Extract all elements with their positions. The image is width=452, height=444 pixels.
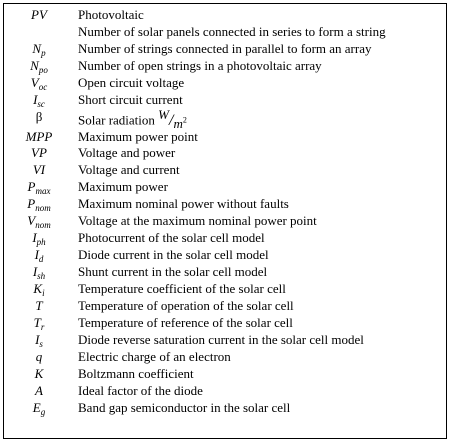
table-row xyxy=(4,382,446,399)
symbol xyxy=(4,161,74,178)
symbol-subscript: p xyxy=(41,48,46,58)
description xyxy=(78,107,187,132)
table-row xyxy=(4,365,446,382)
description xyxy=(78,195,289,212)
symbol-subscript: nom xyxy=(35,220,51,230)
symbol-base: E xyxy=(32,400,41,415)
symbol-base: A xyxy=(35,383,43,398)
table-row xyxy=(4,229,446,246)
symbol-base: T xyxy=(35,298,43,313)
description-text: Band gap semiconductor in the solar cell xyxy=(78,400,291,415)
description xyxy=(78,348,231,365)
table-row xyxy=(4,23,446,40)
symbol-subscript: po xyxy=(38,65,48,75)
symbol-subscript: r xyxy=(40,322,45,332)
table-row xyxy=(4,128,446,145)
description-text: Shunt current in the solar cell model xyxy=(78,264,268,279)
description xyxy=(78,246,269,263)
table-row xyxy=(4,107,446,132)
description xyxy=(78,229,265,246)
symbol xyxy=(4,108,74,125)
table-row xyxy=(4,263,446,280)
description-text: Photocurrent of the solar cell model xyxy=(78,230,265,245)
symbol-base: K xyxy=(33,281,43,296)
description-text: Number of solar panels connected in series to form a string xyxy=(78,24,386,39)
symbol-base: N xyxy=(32,41,42,56)
table-row xyxy=(4,74,446,91)
table-row xyxy=(4,297,446,314)
description xyxy=(78,57,322,74)
description xyxy=(78,382,203,399)
description xyxy=(78,23,386,40)
description-text: Voltage at the maximum nominal power point xyxy=(78,213,317,228)
table-row xyxy=(4,280,446,297)
symbol-subscript: max xyxy=(35,186,51,196)
symbol xyxy=(4,128,74,145)
symbol-base: β xyxy=(35,109,43,124)
symbol xyxy=(4,6,74,23)
description-text: Temperature of operation of the solar cell xyxy=(78,298,294,313)
table-row xyxy=(4,144,446,161)
symbol-base: V xyxy=(27,213,36,228)
description-text: Open circuit voltage xyxy=(78,75,185,90)
unit-slash: / xyxy=(169,112,174,130)
symbol-base: I xyxy=(34,247,39,262)
description-text: Solar radiation xyxy=(78,112,155,128)
table-row xyxy=(4,57,446,74)
symbol-base: I xyxy=(33,92,38,107)
table-row xyxy=(4,314,446,331)
symbol-base: VI xyxy=(32,162,46,177)
description-text: Maximum power point xyxy=(78,129,198,144)
table-row xyxy=(4,161,446,178)
description-text: Temperature coefficient of the solar cell xyxy=(78,281,286,296)
description-text: Voltage and current xyxy=(78,162,180,177)
description-text: Boltzmann coefficient xyxy=(78,366,194,381)
symbol-base: V xyxy=(30,75,39,90)
symbol xyxy=(4,365,74,382)
table-row xyxy=(4,40,446,57)
description xyxy=(78,91,183,108)
nomenclature-rows xyxy=(4,4,446,438)
table-row xyxy=(4,331,446,348)
table-row xyxy=(4,195,446,212)
table-row xyxy=(4,6,446,23)
description xyxy=(78,6,144,23)
description xyxy=(78,297,294,314)
description-text: Ideal factor of the diode xyxy=(78,383,203,398)
description xyxy=(78,178,168,195)
symbol-base: MPP xyxy=(25,129,53,144)
symbol-base: N xyxy=(30,58,39,73)
symbol-base: T xyxy=(33,315,41,330)
symbol-subscript: i xyxy=(42,288,45,298)
description-text: Photovoltaic xyxy=(78,7,144,22)
unit-exponent: 2 xyxy=(182,116,187,125)
description-text: Diode current in the solar cell model xyxy=(78,247,269,262)
symbol-base: I xyxy=(32,264,38,279)
description-text: Short circuit current xyxy=(78,92,183,107)
symbol-subscript: nom xyxy=(35,203,51,213)
symbol-base: P xyxy=(27,179,36,194)
description-text: Maximum power xyxy=(78,179,168,194)
description xyxy=(78,212,317,229)
unit-fraction xyxy=(155,107,187,132)
description xyxy=(78,263,267,280)
table-row xyxy=(4,348,446,365)
symbol xyxy=(4,144,74,161)
description-text: Electric charge of an electron xyxy=(78,349,231,364)
symbol xyxy=(4,382,74,399)
table-row xyxy=(4,91,446,108)
description xyxy=(78,399,290,416)
symbol-base: VP xyxy=(31,145,47,160)
description xyxy=(78,331,364,348)
symbol-subscript: s xyxy=(39,339,43,349)
symbol-base: PV xyxy=(31,7,47,22)
description xyxy=(78,40,371,57)
description xyxy=(78,128,198,145)
symbol-subscript: sc xyxy=(37,99,45,109)
symbol-base: K xyxy=(34,366,44,381)
symbol xyxy=(4,399,74,421)
symbol xyxy=(4,348,74,365)
symbol xyxy=(4,297,74,314)
description-text: Maximum nominal power without faults xyxy=(78,196,289,211)
table-row xyxy=(4,246,446,263)
description xyxy=(78,144,175,161)
symbol-subscript: oc xyxy=(38,82,48,92)
symbol-base: I xyxy=(32,230,37,245)
unit-denominator-base: m xyxy=(173,116,183,132)
description xyxy=(78,74,184,91)
description-text: Temperature of reference of the solar cell xyxy=(78,315,293,330)
description-text: Diode reverse saturation current in the solar cell model xyxy=(78,332,364,347)
symbol-base: q xyxy=(35,349,43,364)
symbol-subscript: g xyxy=(40,407,46,417)
description-text: Voltage and power xyxy=(78,145,176,160)
symbol-subscript: d xyxy=(38,254,44,264)
symbol-base: I xyxy=(35,332,40,347)
table-row xyxy=(4,212,446,229)
unit-numerator: W xyxy=(158,107,169,123)
description-text: Number of open strings in a photovoltaic array xyxy=(78,58,322,73)
nomenclature-table xyxy=(3,3,447,439)
description-text: Number of strings connected in parallel to form an array xyxy=(78,41,372,56)
symbol-subscript: sh xyxy=(37,271,46,281)
table-row xyxy=(4,399,446,416)
description xyxy=(78,314,293,331)
description xyxy=(78,161,180,178)
symbol-subscript: ph xyxy=(36,237,46,247)
symbol-base: P xyxy=(27,196,36,211)
description xyxy=(78,365,194,382)
table-row xyxy=(4,178,446,195)
description xyxy=(78,280,286,297)
